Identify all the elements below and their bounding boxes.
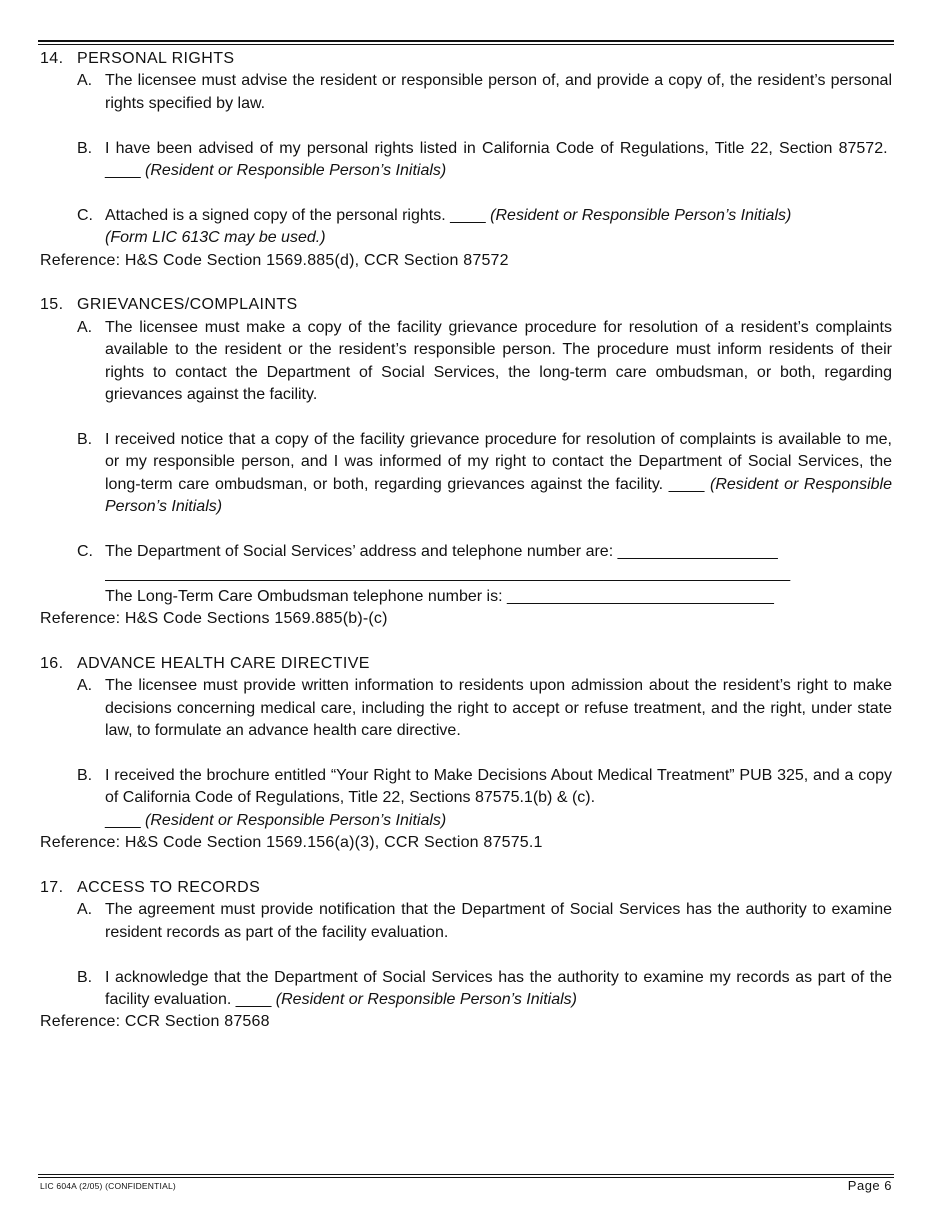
top-double-rule xyxy=(38,40,894,45)
item-content xyxy=(105,138,892,183)
list-item xyxy=(77,317,892,407)
section-heading xyxy=(40,294,892,316)
item-text: The licensee must advise the resident or responsible person of, and provide a copy of, the resident’s personal rights specified by law. xyxy=(105,72,892,112)
initials-blank[interactable]: ____ xyxy=(668,475,705,493)
bottom-double-rule xyxy=(38,1174,894,1178)
initials-blank[interactable]: ____ xyxy=(235,990,272,1008)
list-item xyxy=(77,765,892,832)
initials-line xyxy=(105,810,892,832)
reference-line: Reference: H&S Code Section 1569.156(a)(3), CCR Section 87575.1 xyxy=(40,834,543,852)
section-title: ACCESS TO RECORDS xyxy=(77,878,261,896)
section-access-records xyxy=(40,877,892,1034)
initials-blank[interactable]: ____ xyxy=(105,811,141,829)
item-letter: B. xyxy=(77,968,93,986)
item-content xyxy=(105,967,892,1012)
item-text: I have been advised of my personal rights listed in California Code of Regulations, Title 22, Section 87572. xyxy=(105,139,888,157)
item-text: The Department of Social Services’ address and telephone number are: xyxy=(105,542,614,560)
section-grievances xyxy=(40,294,892,630)
item-letter: A. xyxy=(77,901,93,919)
section-number: 17. xyxy=(40,878,64,896)
section-heading xyxy=(40,877,892,899)
item-letter: A. xyxy=(77,318,93,336)
dss-address-blank[interactable]: __________________ xyxy=(617,542,778,560)
section-heading xyxy=(40,653,892,675)
reference-line: Reference: CCR Section 87568 xyxy=(40,1013,270,1031)
item-text: I acknowledge that the Department of Social Services has the authority to examine my records as part of the facility evaluation. xyxy=(105,968,892,1008)
item-text: I received notice that a copy of the facility grievance procedure for resolution of complaints is available to me, or my responsible person, and I was informed of my right to contact the Department of Social Services, the long-term care ombudsman, or both, regarding grievances against the facility. xyxy=(105,430,892,493)
ombudsman-line xyxy=(105,586,892,608)
form-note: (Form LIC 613C may be used.) xyxy=(105,229,326,247)
list-item xyxy=(77,70,892,115)
initials-caption: (Resident or Responsible Person’s Initials) xyxy=(145,162,447,180)
item-content xyxy=(105,541,892,608)
section-title: PERSONAL RIGHTS xyxy=(77,50,235,67)
item-letter: A. xyxy=(77,72,93,90)
list-item xyxy=(77,967,892,1012)
list-item xyxy=(77,899,892,944)
item-content xyxy=(105,765,892,832)
item-text: The licensee must provide written information to residents upon admission about the resident’s right to make decisions concerning medical care, including the right to accept or refuse treatment, and the right, under state law, to formulate an advance health care directive. xyxy=(105,677,892,740)
dss-contact-line xyxy=(105,541,892,563)
item-letter: B. xyxy=(77,430,93,448)
reference-line: Reference: H&S Code Section 1569.885(d), CCR Section 87572 xyxy=(40,251,509,269)
item-letter: A. xyxy=(77,677,93,695)
list-item xyxy=(77,675,892,742)
list-item xyxy=(77,541,892,608)
initials-caption: (Resident or Responsible Person’s Initials) xyxy=(490,206,792,224)
item-letter: B. xyxy=(77,139,93,157)
item-letter: C. xyxy=(77,206,93,224)
list-item xyxy=(77,138,892,183)
initials-blank[interactable]: ____ xyxy=(105,162,141,180)
initials-caption: (Resident or Responsible Person’s Initials) xyxy=(145,811,447,829)
dss-address-blank-continued[interactable]: _____________________________________________________________________________ xyxy=(105,565,791,583)
item-text: The licensee must make a copy of the facility grievance procedure for resolution of a resident’s complaints available to the resident or the resident’s responsible person. The procedure must inform residents of their rights to contact the Department of Social Services, the long-term care ombudsman, or both, regarding grievances against the facility. xyxy=(105,318,892,404)
section-heading xyxy=(40,48,892,70)
reference-line: Reference: H&S Code Sections 1569.885(b)-(c) xyxy=(40,610,388,628)
section-number: 14. xyxy=(40,50,64,67)
item-letter: C. xyxy=(77,542,93,560)
form-identifier: LIC 604A (2/05) (CONFIDENTIAL) xyxy=(40,1181,176,1191)
ombudsman-text: The Long-Term Care Ombudsman telephone number is: xyxy=(105,587,503,605)
section-number: 16. xyxy=(40,654,64,672)
section-number: 15. xyxy=(40,296,64,314)
document-body xyxy=(40,48,892,1034)
initials-blank[interactable]: ____ xyxy=(450,206,486,224)
item-text: Attached is a signed copy of the personal rights. xyxy=(105,206,446,224)
initials-caption: (Resident or Responsible Person’s Initials) xyxy=(105,475,892,516)
section-title: GRIEVANCES/COMPLAINTS xyxy=(77,296,298,314)
item-text: The agreement must provide notification that the Department of Social Services has the authority to examine resident records as part of the facility evaluation. xyxy=(105,901,892,941)
page-number: Page 6 xyxy=(847,1178,892,1193)
list-item xyxy=(77,205,892,250)
item-content xyxy=(105,205,892,250)
item-text: I received the brochure entitled “Your Right to Make Decisions About Medical Treatment” PUB 325, and a copy of California Code of Regulations, Title 22, Sections 87575.1(b) & (c). xyxy=(105,766,892,807)
item-content xyxy=(105,429,892,519)
ombudsman-phone-blank[interactable]: ______________________________ xyxy=(506,587,774,605)
section-title: ADVANCE HEALTH CARE DIRECTIVE xyxy=(77,654,370,672)
item-letter: B. xyxy=(77,766,93,784)
list-item xyxy=(77,429,892,519)
section-personal-rights xyxy=(40,48,892,272)
section-advance-directive xyxy=(40,653,892,855)
initials-caption: (Resident or Responsible Person’s Initials) xyxy=(275,990,577,1008)
